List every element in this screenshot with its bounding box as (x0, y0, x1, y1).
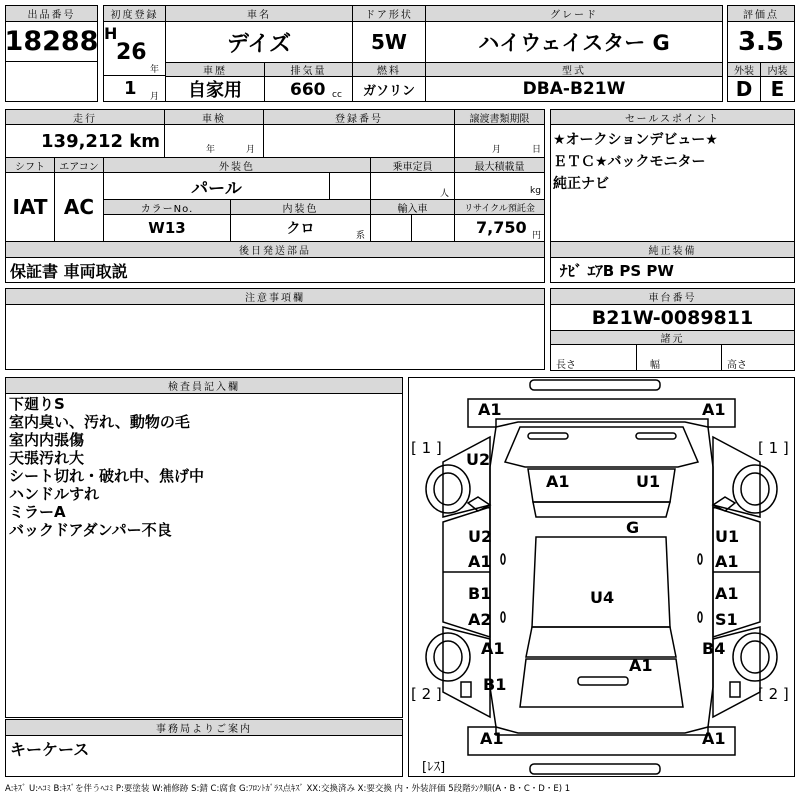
legend: A:ｷｽﾞ U:ﾍｺﾐ B:ｷｽﾞを伴うﾍｺﾐ P:要塗装 W:補修跡 S:錆 C:腐食 G:ﾌﾛﾝﾄｶﾞﾗｽ点ｷｽﾞ XX:交換済み X:要交換 内・外装評価 5段階ﾗﾝｸ順(A・B・C・D・E) 1 (5, 784, 571, 794)
lot-no-label: 出品番号 (5, 5, 98, 22)
inspector-line: 室内臭い、汚れ、動物の毛 (9, 413, 190, 431)
mark-door-fl-bottom: A1 (468, 552, 492, 571)
color-extra-cell (329, 172, 371, 200)
max-load-label: 最大積載量 (454, 157, 545, 173)
reg-no-cell (263, 124, 455, 158)
car-diagram (408, 377, 795, 777)
reg-no-label: 登録番号 (263, 109, 455, 125)
max-load-unit: kg (530, 186, 541, 196)
month-unit: 月 (150, 92, 160, 102)
later-parts: 保証書 車両取説 (10, 261, 128, 281)
chassis: B21W-0089811 (591, 306, 754, 329)
equip-label: 純正装備 (550, 241, 795, 258)
grade: ハイウェイスター G (478, 31, 670, 55)
mark-rear-bumper-right: A1 (702, 729, 726, 748)
era: H (104, 24, 118, 43)
recycle-label: リサイクル預託金 (454, 199, 545, 215)
mark-roof: U4 (590, 588, 615, 607)
bracket-2-right: [ 2 ] (758, 685, 789, 703)
bracket-1-left: [ 1 ] (411, 439, 442, 457)
inspector-line: 室内内張傷 (9, 431, 85, 449)
sales-line: ★オークションデビュー★ (553, 132, 718, 148)
length-label: 長さ (556, 360, 576, 371)
transfer-month-unit: 月 (492, 145, 502, 155)
grade-label: グレード (425, 5, 723, 22)
interior-grade: E (770, 77, 785, 101)
mark-rear-right-mid: B4 (702, 639, 726, 658)
model-label: 型式 (425, 62, 723, 77)
inspector-line: 下廻りS (9, 395, 65, 413)
history: 自家用 (188, 80, 242, 101)
color-label: 外装色 (103, 157, 371, 173)
reg-year: 26 (116, 40, 147, 65)
office-label: 事務局よりご案内 (5, 719, 403, 736)
capacity-unit: 人 (440, 189, 450, 199)
mark-rear-left-mid: A1 (481, 639, 505, 658)
inspection-label: 車検 (164, 109, 264, 125)
mark-door-rl-bottom: A2 (468, 610, 492, 629)
dims-label: 諸元 (550, 330, 795, 345)
mark-door-rl-top: B1 (468, 584, 492, 603)
mark-glass: G (626, 518, 640, 537)
height-label: 高さ (727, 360, 747, 371)
exterior-grade: D (735, 77, 753, 101)
equip: ﾅﾋﾞ ｴｱB PS PW (560, 261, 674, 280)
insp-year-unit: 年 (206, 145, 216, 155)
car-name: デイズ (226, 31, 292, 57)
mileage-label: 走行 (5, 109, 165, 125)
model: DBA-B21W (522, 79, 626, 99)
mark-rear-center: A1 (629, 656, 653, 675)
import-label: 輸入車 (370, 199, 455, 215)
color-no: W13 (148, 219, 186, 237)
inspector-line: バックドアダンパー不良 (9, 521, 172, 539)
sales-label: セールスポイント (550, 109, 795, 125)
car-name-label: 車名 (165, 5, 353, 22)
color-no-label: カラーNo. (103, 199, 231, 215)
interior-color-label: 内装色 (230, 199, 371, 215)
bracket-res: [ﾚｽ] (422, 760, 446, 775)
mark-hood-left: A1 (546, 472, 570, 491)
bracket-2-left: [ 2 ] (411, 685, 442, 703)
chassis-label: 車台番号 (550, 288, 795, 305)
interior-label: 内装 (760, 62, 795, 77)
inspector-line: ミラーA (9, 503, 66, 521)
sales-line: 純正ナビ (553, 176, 609, 192)
transfer-label: 譲渡書類期限 (454, 109, 545, 125)
fuel-label: 燃料 (352, 62, 426, 77)
import-cell-a (370, 214, 412, 242)
lot-blank-cell (5, 61, 98, 102)
shift-label: シフト (5, 157, 55, 173)
recycle: 7,750 (476, 218, 527, 237)
sales-points (553, 129, 718, 195)
inspector-line: ハンドルすれ (9, 485, 100, 503)
mark-front-right: A1 (702, 400, 726, 419)
later-parts-label: 後日発送部品 (5, 241, 545, 258)
office-text: キーケース (10, 740, 90, 759)
shift: IAT (12, 195, 48, 219)
reg-month: 1 (124, 78, 137, 99)
displacement: 660 (290, 80, 326, 100)
notes-cell (5, 304, 545, 370)
interior-color-unit: 系 (356, 231, 366, 241)
ac: AC (63, 195, 95, 219)
mark-door-rr-bottom: S1 (715, 610, 738, 629)
mark-door-rr-top: A1 (715, 584, 739, 603)
notes-label: 注意事項欄 (5, 288, 545, 305)
mark-front-left: A1 (478, 400, 502, 419)
mileage: 139,212 km (41, 130, 160, 152)
mark-fender-left: U2 (466, 450, 491, 469)
mark-hood-right: U1 (636, 472, 661, 491)
inspector-label: 検査員記入欄 (5, 377, 403, 394)
year-unit: 年 (150, 65, 160, 75)
mark-rear-left-low: B1 (483, 675, 507, 694)
mark-rear-bumper-left: A1 (480, 729, 504, 748)
displacement-unit: cc (332, 90, 342, 100)
inspector-notes (9, 395, 204, 539)
transfer-day-unit: 日 (532, 145, 542, 155)
capacity-label: 乗車定員 (370, 157, 455, 173)
score: 3.5 (737, 27, 785, 57)
width-cell (636, 344, 722, 371)
import-cell-b (411, 214, 455, 242)
interior-color: クロ (286, 221, 315, 237)
inspector-line: 天張汚れ大 (9, 449, 85, 467)
recycle-unit: 円 (532, 231, 542, 241)
mark-door-fr-top: U1 (715, 527, 740, 546)
fuel: ガソリン (362, 83, 415, 99)
mark-door-fr-bottom: A1 (715, 552, 739, 571)
ac-label: エアコン (54, 157, 104, 173)
lot-no: 18288 (4, 26, 99, 57)
first-reg-label: 初度登録 (103, 5, 166, 22)
width-label: 幅 (650, 360, 660, 371)
door-label: ドア形状 (352, 5, 426, 22)
score-label: 評価点 (727, 5, 795, 22)
bracket-1-right: [ 1 ] (758, 439, 789, 457)
history-label: 車歴 (165, 62, 265, 77)
mark-door-fl-top: U2 (468, 527, 493, 546)
color: パール (191, 178, 242, 199)
exterior-label: 外装 (727, 62, 761, 77)
inspector-line: シート切れ・破れ中、焦げ中 (9, 467, 205, 485)
insp-month-unit: 月 (246, 145, 256, 155)
displacement-label: 排気量 (264, 62, 353, 77)
sales-line: ＥＴＣ★バックモニター (553, 154, 706, 170)
door: 5W (371, 30, 407, 54)
